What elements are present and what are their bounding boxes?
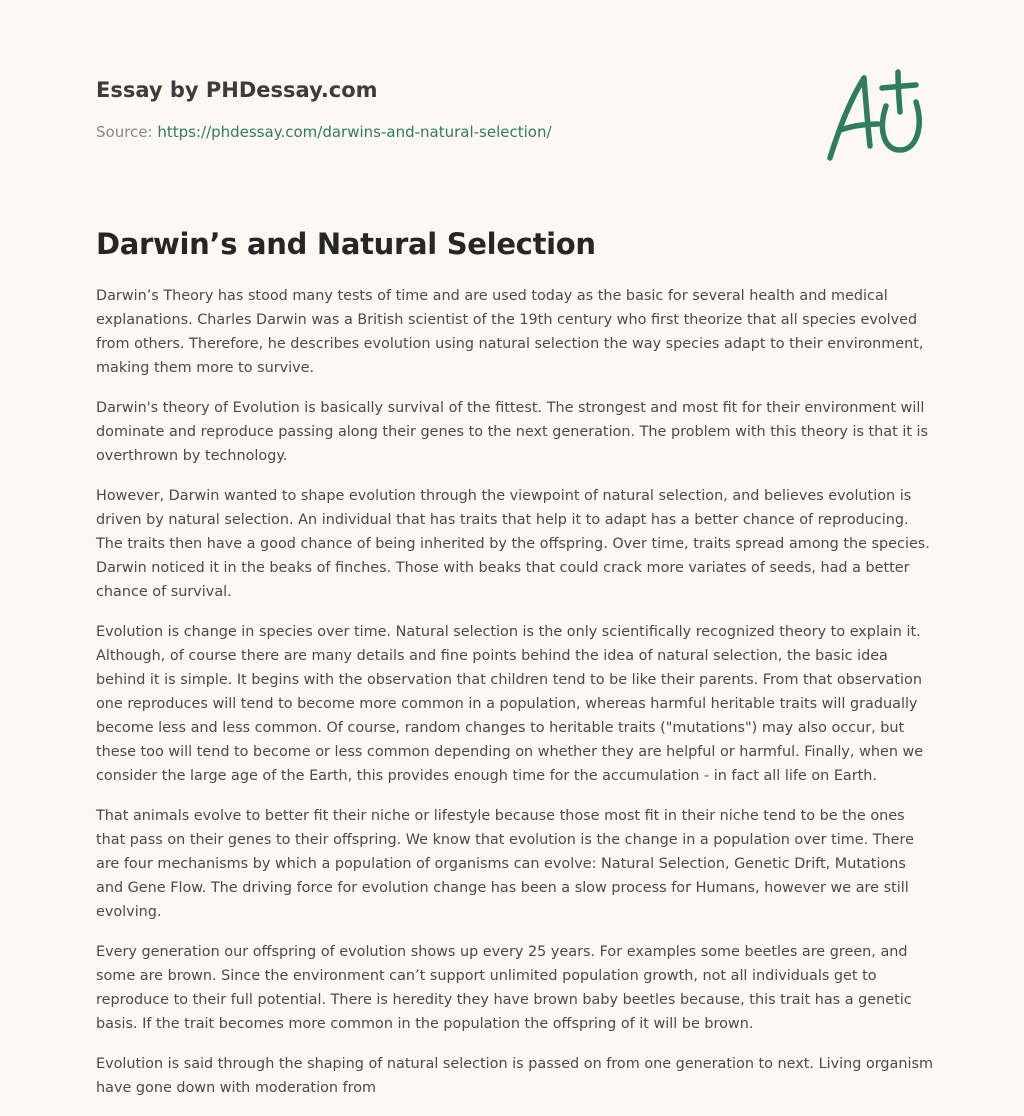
essay-paragraph: Evolution is change in species over time. Natural selection is the only scientifically recognized theory to explain it. Although, of course there are many details and fine points behind the idea of natural selection, the basic idea behind it is simple. It begins with the observation that children tend to be like their parents. From that observation one reproduces will tend to become more common in a population, whereas harmful heritable traits will gradually become less and less common. Of course, random changes to heritable traits ("mutations") may also occur, but these too will tend to become or less common depending on whether they are helpful or harmful. Finally, when we consider the large age of the Earth, this provides enough time for the accumulation - in fact all life on Earth. [96, 624, 924, 784]
a-plus-logo-icon [820, 66, 930, 166]
essay-header [96, 76, 736, 142]
essay-paragraph: Darwin's theory of Evolution is basically survival of the fittest. The strongest and most fit for their environment will dominate and reproduce passing along their genes to the next generation. The problem with this theory is that it is overthrown by technology. [96, 400, 929, 464]
essay-paragraph: However, Darwin wanted to shape evolution through the viewpoint of natural selection, and believes evolution is driven by natural selection. An individual that has traits that help it to adapt has a better chance of reproducing. The traits then have a good chance of being inherited by the offspring. Over time, traits spread among the species. Darwin noticed it in the beaks of finches. Those with beaks that could crack more variates of seeds, had a better chance of survival. [96, 488, 930, 600]
essay-title: Darwin’s and Natural Selection [96, 227, 596, 261]
source-line [96, 122, 736, 142]
brand-title: Essay by PHDessay.com [96, 78, 378, 102]
essay-paragraph: Evolution is said through the shaping of natural selection is passed on from one generation to next. Living organism have gone down with moderation from [96, 1056, 933, 1096]
source-link[interactable]: https://phdessay.com/darwins-and-natural-selection/ [157, 123, 552, 141]
essay-paragraph: Darwin’s Theory has stood many tests of time and are used today as the basic for several health and medical explanations. Charles Darwin was a British scientist of the 19th century who first theorize that all species evolved from others. Therefore, he describes evolution using natural selection the way species adapt to their environment, making them more to survive. [96, 288, 924, 376]
essay-paragraph: That animals evolve to better fit their niche or lifestyle because those most fit in their niche tend to be the ones that pass on their genes to their offspring. We know that evolution is the change in a population over time. There are four mechanisms by which a population of organisms can evolve: Natural Selection, Genetic Drift, Mutations and Gene Flow. The driving force for evolution change has been a slow process for Humans, however we are still evolving. [96, 808, 914, 920]
essay-body [96, 284, 936, 1116]
essay-paragraph: Every generation our offspring of evolution shows up every 25 years. For examples some beetles are green, and some are brown. Since the environment can’t support unlimited population growth, not all individuals get to reproduce to their full potential. There is heredity they have brown baby beetles because, this trait has a genetic basis. If the trait becomes more common in the population the offspring of it will be brown. [96, 944, 912, 1032]
source-label: Source: [96, 123, 153, 141]
